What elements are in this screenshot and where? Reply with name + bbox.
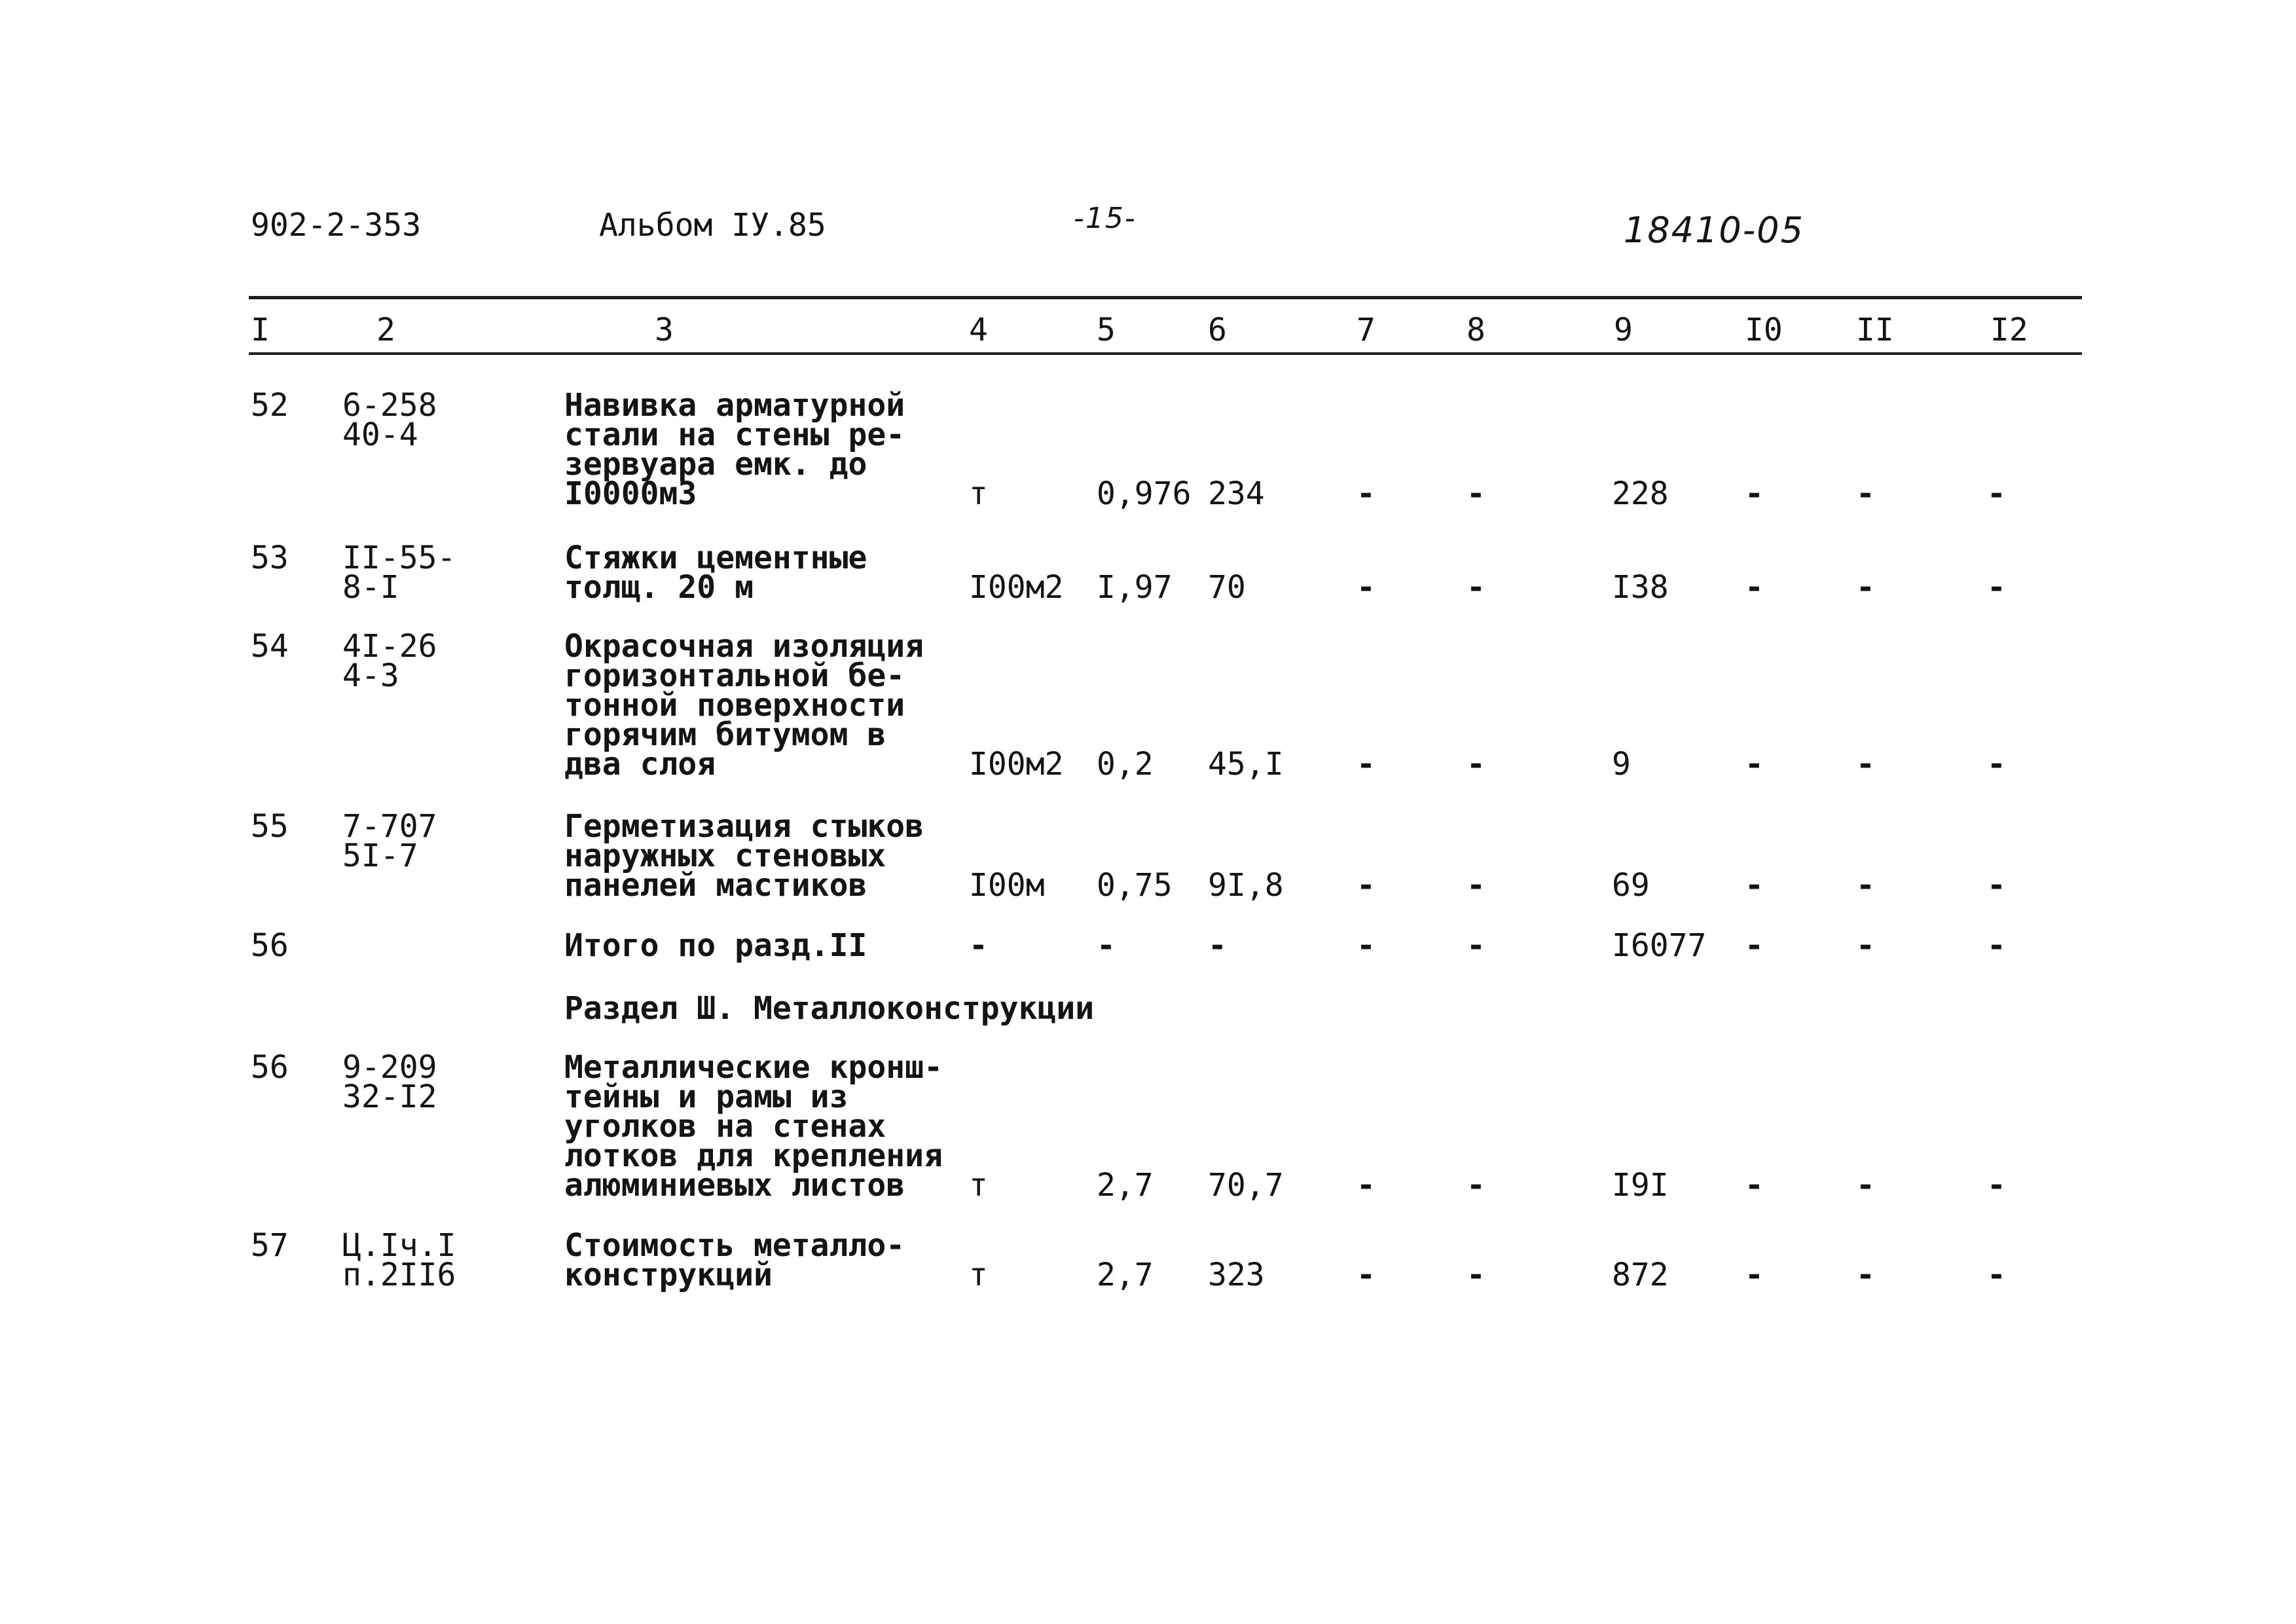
column-header: 7 [1357, 312, 1376, 348]
row-number: 52 [251, 387, 289, 424]
table-top-rule [249, 296, 2082, 299]
column-header: II [1856, 312, 1894, 348]
col8-value: - [1467, 927, 1485, 964]
quantity: 0,75 [1097, 867, 1173, 904]
work-description: Металлические кронш- [564, 1049, 943, 1086]
row-number: 56 [251, 1049, 289, 1086]
col11-value: - [1856, 746, 1875, 783]
col11-value: - [1856, 927, 1875, 964]
row-number: 56 [251, 927, 289, 964]
row-number: 55 [251, 808, 289, 845]
col8-value: - [1467, 569, 1485, 606]
unit: - [969, 927, 988, 964]
column-header: 3 [655, 312, 674, 348]
col12-value: - [1987, 569, 2006, 606]
work-description: Окрасочная изоляция [564, 628, 924, 665]
col10-value: - [1745, 746, 1764, 783]
section-heading: Раздел Ш. Металлоконструкции [564, 990, 1095, 1027]
col10-value: - [1745, 1167, 1764, 1204]
unit: I00м [969, 867, 1045, 904]
column-header: I2 [1990, 312, 2028, 348]
norm-code: 32-I2 [342, 1079, 437, 1115]
work-description: лотков для крепления [564, 1137, 943, 1174]
quantity: 0,976 [1097, 475, 1192, 512]
unit-cost: 9I,8 [1208, 867, 1284, 904]
col10-value: - [1745, 475, 1764, 512]
unit-cost: 70 [1208, 569, 1246, 606]
col12-value: - [1987, 475, 2006, 512]
unit: т [969, 1167, 988, 1204]
col10-value: - [1745, 867, 1764, 904]
col10-value: - [1745, 569, 1764, 606]
col11-value: - [1856, 475, 1875, 512]
column-header: 5 [1097, 312, 1116, 348]
document-code: 902-2-353 [251, 207, 422, 244]
col11-value: - [1856, 867, 1875, 904]
col7-value: - [1357, 475, 1376, 512]
row-number: 57 [251, 1227, 289, 1264]
col12-value: - [1987, 867, 2006, 904]
col11-value: - [1856, 1167, 1875, 1204]
album-label: Альбом IУ.85 [599, 207, 826, 244]
unit-cost: - [1208, 927, 1227, 964]
column-header: 2 [376, 312, 395, 348]
unit: I00м2 [969, 569, 1064, 606]
quantity: 2,7 [1097, 1167, 1154, 1204]
norm-code: п.2II6 [342, 1257, 456, 1293]
work-description: Стяжки цементные [564, 540, 867, 576]
quantity: - [1097, 927, 1116, 964]
work-description: Итого по разд.II [564, 927, 867, 964]
total-cost: 9 [1612, 746, 1631, 783]
unit: I00м2 [969, 746, 1064, 783]
col12-value: - [1987, 927, 2006, 964]
work-description: горизонтальной бе- [564, 657, 905, 694]
total-cost: 872 [1612, 1257, 1669, 1293]
col12-value: - [1987, 1257, 2006, 1293]
norm-code: 4-3 [342, 657, 399, 694]
work-description: тонной поверхности [564, 687, 905, 724]
table-header-rule [249, 352, 2082, 355]
column-header: 8 [1467, 312, 1485, 348]
unit-cost: 45,I [1208, 746, 1284, 783]
unit-cost: 323 [1208, 1257, 1265, 1293]
norm-code: 7-707 [342, 808, 437, 845]
work-description: тейны и рамы из [564, 1079, 848, 1115]
norm-code: 5I-7 [342, 838, 418, 874]
unit-cost: 70,7 [1208, 1167, 1284, 1204]
work-description: наружных стеновых [564, 838, 886, 874]
col10-value: - [1745, 1257, 1764, 1293]
quantity: 0,2 [1097, 746, 1154, 783]
col7-value: - [1357, 867, 1376, 904]
row-number: 54 [251, 628, 289, 665]
quantity: 2,7 [1097, 1257, 1154, 1293]
column-header: I0 [1745, 312, 1783, 348]
norm-code: 40-4 [342, 416, 418, 453]
norm-code: 4I-26 [342, 628, 437, 665]
column-header: 4 [969, 312, 988, 348]
norm-code: 6-258 [342, 387, 437, 424]
col7-value: - [1357, 746, 1376, 783]
col8-value: - [1467, 1167, 1485, 1204]
total-cost: I6077 [1612, 927, 1707, 964]
total-cost: 228 [1612, 475, 1669, 512]
work-description: I0000м3 [564, 475, 697, 512]
work-description: стали на стены ре- [564, 416, 905, 453]
work-description: алюминиевых листов [564, 1167, 905, 1204]
work-description: уголков на стенах [564, 1108, 886, 1145]
total-cost: 69 [1612, 867, 1650, 904]
row-number: 53 [251, 540, 289, 576]
work-description: панелей мастиков [564, 867, 867, 904]
work-description: два слоя [564, 746, 716, 783]
norm-code: II-55- [342, 540, 456, 576]
col11-value: - [1856, 569, 1875, 606]
col7-value: - [1357, 927, 1376, 964]
col7-value: - [1357, 1167, 1376, 1204]
work-description: Герметизация стыков [564, 808, 924, 845]
total-cost: I9I [1612, 1167, 1669, 1204]
col12-value: - [1987, 1167, 2006, 1204]
column-header: 9 [1614, 312, 1633, 348]
col8-value: - [1467, 867, 1485, 904]
col10-value: - [1745, 927, 1764, 964]
norm-code: Ц.Iч.I [342, 1227, 456, 1264]
col8-value: - [1467, 475, 1485, 512]
work-description: толщ. 20 м [564, 569, 754, 606]
total-cost: I38 [1612, 569, 1669, 606]
work-description: конструкций [564, 1257, 773, 1293]
column-header: I [251, 312, 270, 348]
col7-value: - [1357, 1257, 1376, 1293]
col8-value: - [1467, 1257, 1485, 1293]
norm-code: 8-I [342, 569, 399, 606]
unit: т [969, 475, 988, 512]
column-header: 6 [1208, 312, 1227, 348]
document-number: 18410-05 [1624, 210, 1804, 251]
col8-value: - [1467, 746, 1485, 783]
work-description: Стоимость металло- [564, 1227, 905, 1264]
col11-value: - [1856, 1257, 1875, 1293]
col7-value: - [1357, 569, 1376, 606]
work-description: горячим битумом в [564, 716, 886, 753]
quantity: I,97 [1097, 569, 1173, 606]
unit: т [969, 1257, 988, 1293]
page-number: -15- [1074, 202, 1137, 235]
work-description: зервуара емк. до [564, 446, 867, 483]
work-description: Навивка арматурной [564, 387, 905, 424]
norm-code: 9-209 [342, 1049, 437, 1086]
col12-value: - [1987, 746, 2006, 783]
unit-cost: 234 [1208, 475, 1265, 512]
